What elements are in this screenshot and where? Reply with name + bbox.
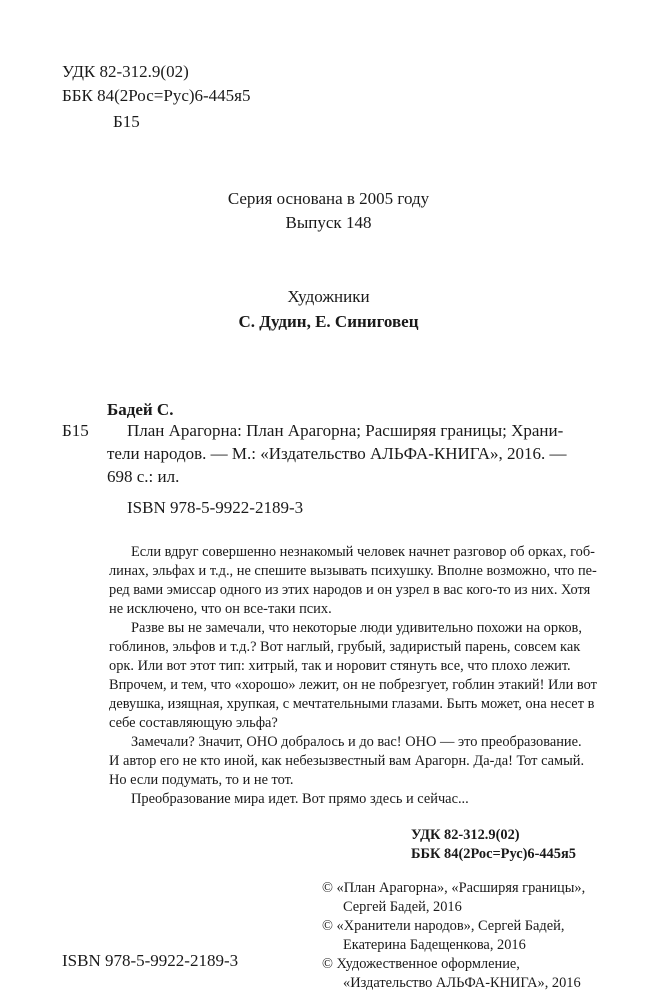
annotation-line: не исключено, что он все-таки псих. xyxy=(109,601,332,617)
annotation-line: линах, эльфах и т.д., не спешите вызывать психушку. Вполне возможно, что пе- xyxy=(109,563,597,579)
bottom-bbk-code: ББК 84(2Рос=Рус)6-445я5 xyxy=(411,846,576,862)
annotation-line: ред вами эмиссар одного из этих народов и он узрел в вас кого-то из них. Хотя xyxy=(109,582,591,598)
catalog-line-3: 698 с.: ил. xyxy=(107,467,180,486)
series-founded: Серия основана в 2005 году xyxy=(227,189,430,208)
bottom-isbn: ISBN 978-5-9922-2189-3 xyxy=(62,951,239,970)
artists-label: Художники xyxy=(287,287,370,306)
udk-code: УДК 82-312.9(02) xyxy=(62,62,189,81)
catalog-author: Бадей С. xyxy=(107,400,174,419)
catalog-isbn: ISBN 978-5-9922-2189-3 xyxy=(127,498,304,517)
copyright-line: Сергей Бадей, 2016 xyxy=(343,899,462,915)
annotation-line: себе составляющую эльфа? xyxy=(109,715,278,731)
catalog-line-1: План Арагорна: План Арагорна; Расширяя границы; Храни- xyxy=(127,421,564,440)
copyright-line: © Художественное оформление, xyxy=(322,956,520,972)
annotation-line: Разве вы не замечали, что некоторые люди удивительно похожи на орков, xyxy=(131,620,582,636)
annotation-line: Преобразование мира идет. Вот прямо здесь и сейчас... xyxy=(131,791,469,807)
annotation-line: Впрочем, и тем, что «хорошо» лежит, он не побрезгует, гоблин этакий! Или вот xyxy=(109,677,597,693)
artists-names: С. Дудин, Е. Синиговец xyxy=(238,312,419,331)
copyright-line: Екатерина Бадещенкова, 2016 xyxy=(343,937,526,953)
copyright-line: © «План Арагорна», «Расширяя границы», xyxy=(322,880,586,896)
author-mark: Б15 xyxy=(113,112,140,131)
catalog-line-2: тели народов. — М.: «Издательство АЛЬФА-КНИГА», 2016. — xyxy=(107,444,567,463)
annotation-line: гоблинов, эльфов и т.д.? Вот наглый, грубый, задиристый парень, совсем как xyxy=(109,639,581,655)
copyright-line: © «Хранители народов», Сергей Бадей, xyxy=(322,918,565,934)
annotation-line: Но если подумать, то и не тот. xyxy=(109,772,294,788)
annotation-line: Если вдруг совершенно незнакомый человек начнет разговор об орках, гоб- xyxy=(131,544,595,560)
bbk-code: ББК 84(2Рос=Рус)6-445я5 xyxy=(62,86,251,105)
annotation-line: Замечали? Значит, ОНО добралось и до вас! ОНО — это преобразование. xyxy=(131,734,582,750)
series-issue: Выпуск 148 xyxy=(285,213,372,232)
copyright-line: «Издательство АЛЬФА-КНИГА», 2016 xyxy=(343,975,581,991)
bottom-udk-code: УДК 82-312.9(02) xyxy=(411,827,520,843)
annotation-line: И автор его не кто иной, как небезызвестный вам Арагорн. Да-да! Тот самый. xyxy=(109,753,585,769)
catalog-code: Б15 xyxy=(62,421,89,440)
annotation-line: девушка, изящная, хрупкая, с мечтательными глазами. Быть может, она несет в xyxy=(109,696,595,712)
annotation-line: орк. Или вот этот тип: хитрый, так и норовит стянуть все, что плохо лежит. xyxy=(109,658,571,674)
